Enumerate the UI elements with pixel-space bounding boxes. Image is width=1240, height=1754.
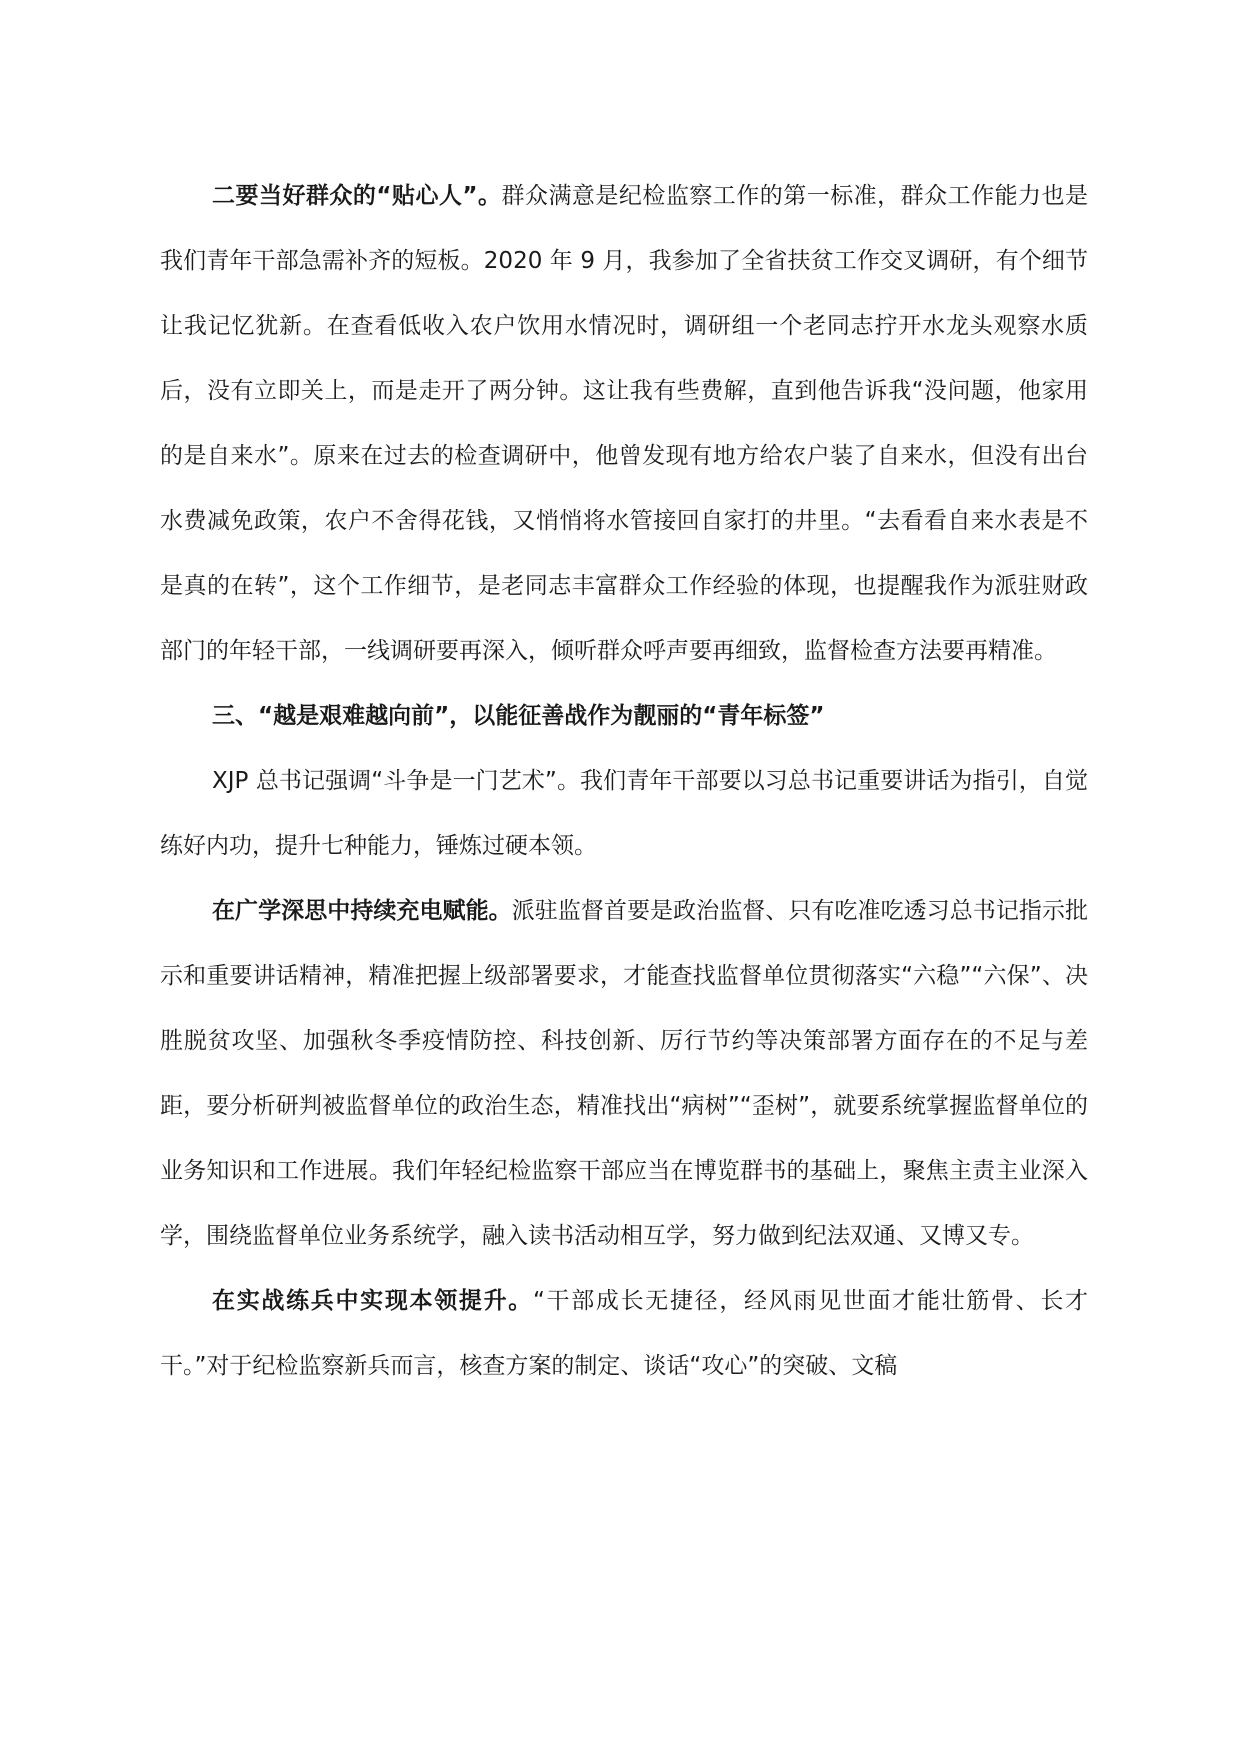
document-page	[160, 164, 1088, 1399]
paragraph-lead: 在广学深思中持续充电赋能。	[212, 898, 512, 924]
paragraph-practice	[160, 1269, 1088, 1399]
paragraph-lead: 在实战练兵中实现本领提升。	[212, 1288, 533, 1314]
paragraph-text: 派驻监督首要是政治监督、只有吃准吃透习总书记指示批示和重要讲话精神，精准把握上级部署要求，才能查找监督单位贯彻落实“六稳”“六保”、决胜脱贫攻坚、加强秋冬季疫情防控、科技创新、厉行节约等决策部署方面存在的不足与差距，要分析研判被监督单位的政治生态，精准找出“病树”“歪树”，就要系统掌握监督单位的业务知识和工作进展。我们年轻纪检监察干部应当在博览群书的基础上，聚焦主责主业深入学，围绕监督单位业务系统学，融入读书活动相互学，努力做到纪法双通、又博又专。	[160, 898, 1089, 1249]
paragraph-study	[160, 879, 1088, 1269]
paragraph-mass-work	[160, 164, 1088, 684]
paragraph-text: 群众满意是纪检监察工作的第一标准，群众工作能力也是我们青年干部急需补齐的短板。2020 年 9 月，我参加了全省扶贫工作交叉调研，有个细节让我记忆犹新。在查看低收入农户饮用水情况时，调研组一个老同志拧开水龙头观察水质后，没有立即关上，而是走开了两分钟。这让我有些费解，直到他告诉我“没问题，他家用的是自来水”。原来在过去的检查调研中，他曾发现有地方给农户装了自来水，但没有出台水费减免政策，农户不舍得花钱，又悄悄将水管接回自家打的井里。“去看看自来水表是不是真的在转”，这个工作细节，是老同志丰富群众工作经验的体现，也提醒我作为派驻财政部门的年轻干部，一线调研要再深入，倾听群众呼声要再细致，监督检查方法要再精准。	[160, 183, 1089, 664]
paragraph-lead: 二要当好群众的“贴心人”。	[212, 183, 502, 209]
paragraph-text: XJP 总书记强调“斗争是一门艺术”。我们青年干部要以习总书记重要讲话为指引，自觉练好内功，提升七种能力，锤炼过硬本领。	[160, 768, 1088, 859]
paragraph-struggle-art	[160, 749, 1088, 879]
section-heading: 三、“越是艰难越向前”，以能征善战作为靓丽的“青年标签”	[212, 703, 825, 729]
paragraph-text: “干部成长无捷径，经风雨见世面才能壮筋骨、长才干。”对于纪检监察新兵而言，核查方案的制定、谈话“攻心”的突破、文稿	[160, 1288, 1089, 1379]
